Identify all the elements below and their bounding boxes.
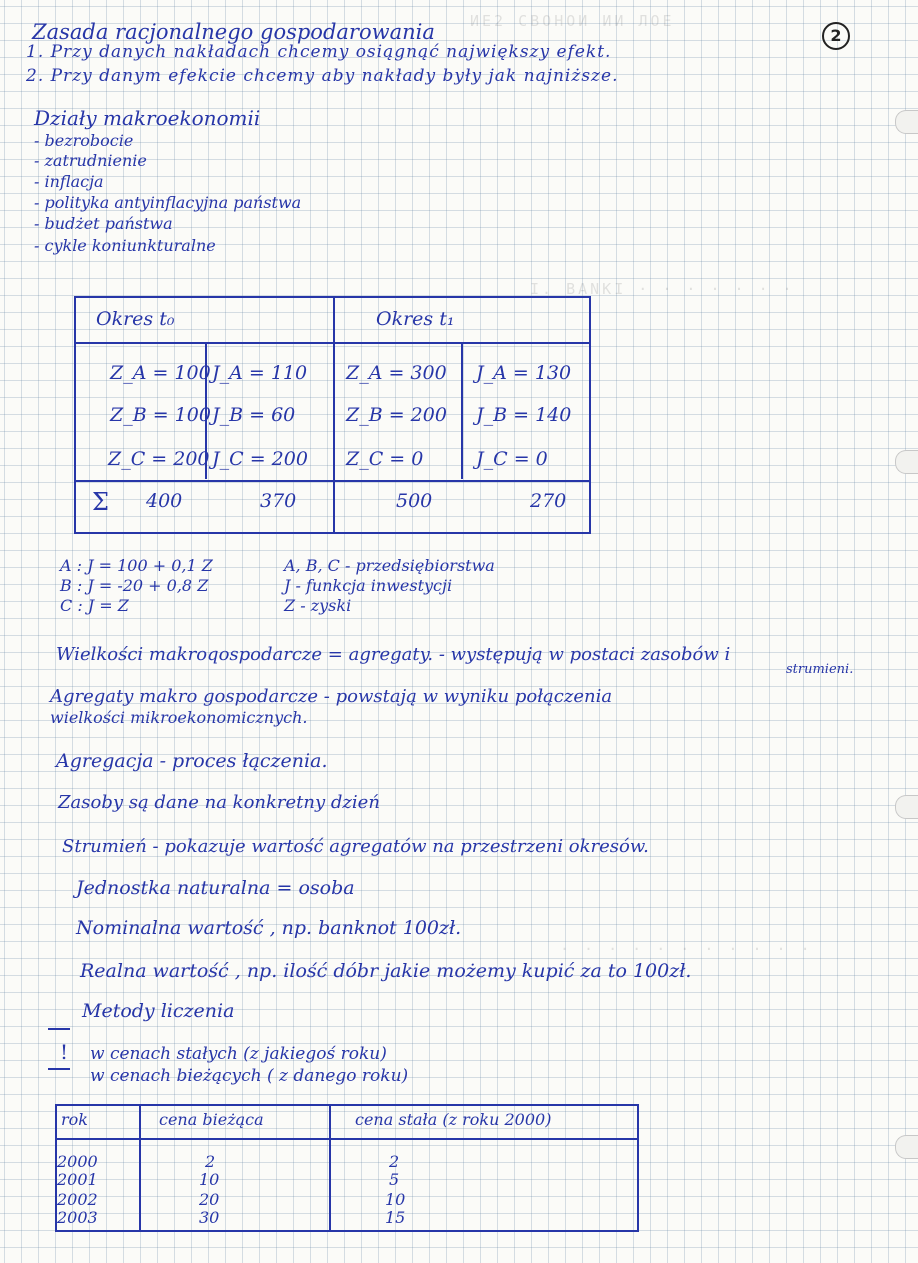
- current-price-cell: 30: [199, 1208, 220, 1227]
- table-rule: [74, 480, 589, 482]
- legend-item: J - funkcja inwestycji: [284, 576, 453, 595]
- table-cell: J_B = 60: [212, 404, 296, 426]
- binder-hole: [895, 1135, 918, 1159]
- page-title: Zasada racjonalnego gospodarowania: [32, 20, 435, 44]
- current-price-cell: 2: [205, 1152, 216, 1171]
- sum-cell: 500: [396, 490, 433, 512]
- table-cell: J_B = 140: [476, 404, 572, 426]
- table-rule: [461, 342, 463, 479]
- column-header: cena stała (z roku 2000): [355, 1110, 552, 1129]
- sum-cell: 370: [260, 490, 297, 512]
- note-line: Realna wartość , np. ilość dóbr jakie możemy kupić za to 100zł.: [80, 960, 692, 982]
- equation: A : J = 100 + 0,1 Z: [60, 556, 213, 575]
- list-item: - budżet państwa: [34, 214, 173, 233]
- sum-cell: 400: [146, 490, 183, 512]
- show-through-text: ИЕ2 СВОНОИ ИИ ЛОЕ: [470, 12, 675, 30]
- list-item: - zatrudnienie: [34, 151, 147, 170]
- table-cell: Z_A = 100: [110, 362, 211, 384]
- note-line: Agregacja - proces łączenia.: [56, 750, 328, 772]
- table-rule: [139, 1104, 141, 1230]
- equation: B : J = -20 + 0,8 Z: [60, 576, 209, 595]
- binder-hole: [895, 110, 918, 134]
- table-rule: [333, 296, 335, 532]
- sum-symbol: Σ: [92, 488, 109, 516]
- table-cell: J_C = 0: [476, 448, 548, 470]
- note-line: w cenach stałych (z jakiegoś roku): [90, 1044, 387, 1064]
- list-item: - bezrobocie: [34, 131, 134, 150]
- list-item: - inflacja: [34, 172, 104, 191]
- note-line: Strumień - pokazuje wartość agregatów na przestrzeni okresów.: [62, 836, 649, 857]
- year-cell: 2000: [57, 1152, 98, 1171]
- binder-hole: [895, 795, 918, 819]
- note-line: Agregaty makro gospodarcze - powstają w wyniku połączenia: [50, 686, 613, 707]
- table-cell: J_A = 130: [476, 362, 572, 384]
- binder-hole: [895, 450, 918, 474]
- table-cell: Z_C = 200: [108, 448, 210, 470]
- page-number: 2: [822, 22, 850, 50]
- note-line: strumieni.: [786, 662, 854, 677]
- equation: C : J = Z: [60, 596, 129, 615]
- table-cell: Z_B = 200: [346, 404, 447, 426]
- margin-dash: [48, 1028, 70, 1030]
- note-line: Zasoby są dane na konkretny dzień: [58, 792, 380, 813]
- table-rule: [329, 1104, 331, 1230]
- show-through-text: I. BANKI · · · · · · ·: [530, 280, 795, 298]
- note-line: !: [60, 1040, 69, 1064]
- note-line: Nominalna wartość , np. banknot 100zł.: [76, 917, 462, 939]
- table-cell: Z_C = 0: [346, 448, 424, 470]
- note-line: w cenach bieżących ( z danego roku): [90, 1066, 409, 1086]
- list-item: - cykle koniunkturalne: [34, 236, 216, 255]
- year-cell: 2003: [57, 1208, 98, 1227]
- year-cell: 2001: [57, 1170, 98, 1189]
- column-header: cena bieżąca: [159, 1110, 264, 1129]
- constant-price-cell: 15: [385, 1208, 406, 1227]
- table-cell: Z_B = 100: [110, 404, 211, 426]
- table-rule: [55, 1138, 637, 1140]
- year-cell: 2002: [57, 1190, 98, 1209]
- constant-price-cell: 2: [389, 1152, 400, 1171]
- note-line: Wielkości makroqospodarcze = agregaty. - występują w postaci zasobów i: [56, 644, 731, 665]
- rule-line: 2. Przy danym efekcie chcemy aby nakłady były jak najniższe.: [26, 66, 619, 86]
- table-cell: J_C = 200: [212, 448, 308, 470]
- show-through-text: · · · · · · · · · · ·: [560, 940, 813, 958]
- column-header: rok: [61, 1110, 88, 1129]
- current-price-cell: 20: [199, 1190, 220, 1209]
- current-price-cell: 10: [199, 1170, 220, 1189]
- period-t0-header: Okres t₀: [96, 308, 175, 330]
- table-cell: J_A = 110: [212, 362, 308, 384]
- legend-item: A, B, C - przedsiębiorstwa: [284, 556, 495, 575]
- margin-dash: [48, 1068, 70, 1070]
- rule-line: 1. Przy danych nakładach chcemy osiągnąć największy efekt.: [26, 42, 612, 62]
- period-t1-header: Okres t₁: [376, 308, 455, 330]
- price-table: [55, 1104, 637, 1230]
- table-cell: Z_A = 300: [346, 362, 447, 384]
- section-heading: Działy makroekonomii: [34, 106, 261, 130]
- note-line: wielkości mikroekonomicznych.: [50, 708, 308, 727]
- table-rule: [74, 342, 589, 344]
- constant-price-cell: 10: [385, 1190, 406, 1209]
- constant-price-cell: 5: [389, 1170, 400, 1189]
- sum-cell: 270: [530, 490, 567, 512]
- note-line: Metody liczenia: [82, 1000, 235, 1022]
- note-line: Jednostka naturalna = osoba: [76, 877, 355, 899]
- list-item: - polityka antyinflacyjna państwa: [34, 193, 302, 212]
- legend-item: Z - zyski: [284, 596, 352, 615]
